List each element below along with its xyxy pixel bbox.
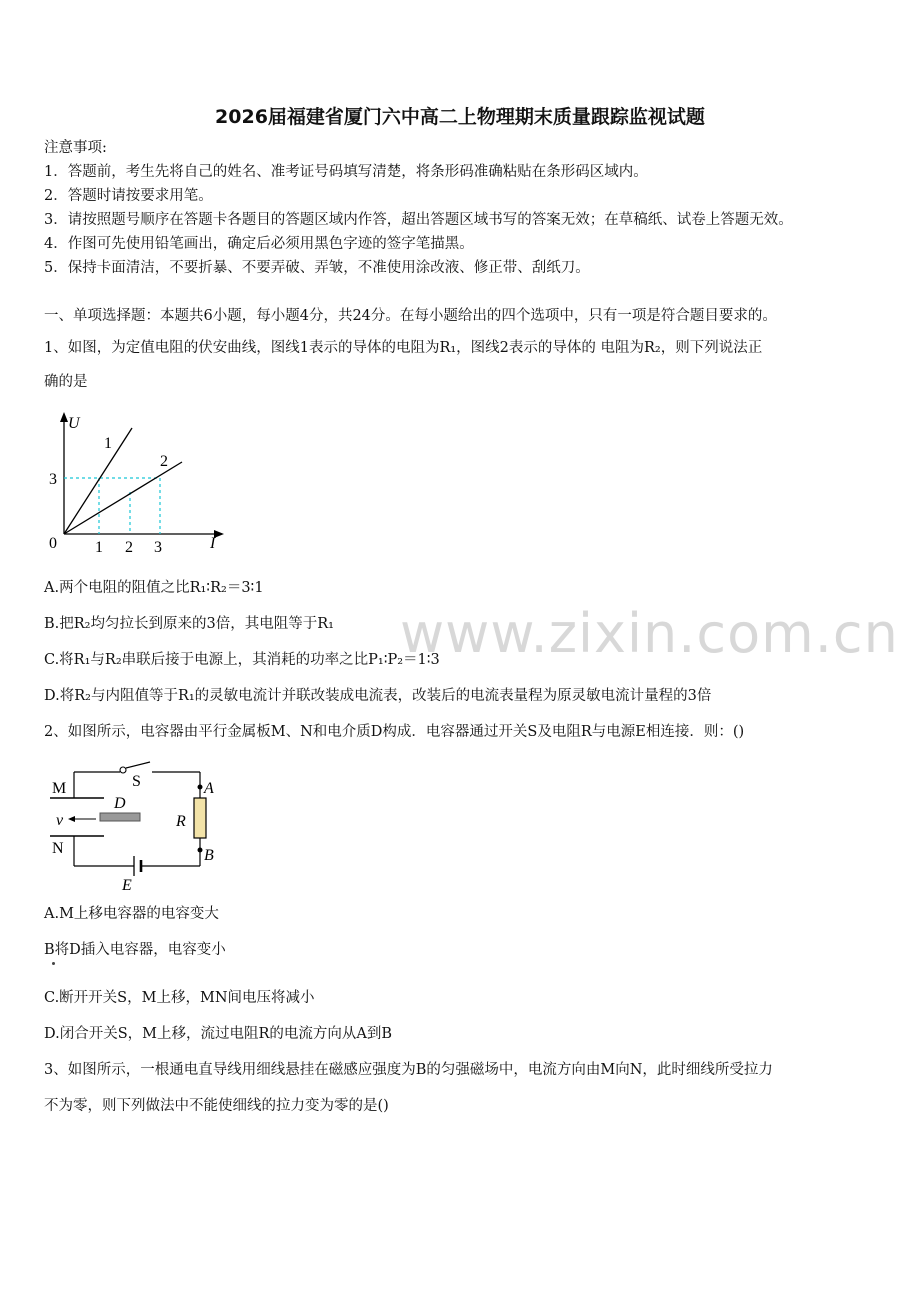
x-tick-2: 2 [125,539,133,556]
resistor-r [194,798,206,838]
label-v: v [56,812,64,829]
line-2 [64,462,182,534]
q1-option-c: C.将R₁与R₂串联后接于电源上，其消耗的功率之比P₁∶P₂＝1∶3 [44,652,440,668]
watermark: www.zixin.com.cn [400,602,899,665]
x-axis-arrow [214,530,224,538]
label-n: N [52,840,64,857]
node-b [198,848,203,853]
q2-option-d: D.闭合开关S，M上移，流过电阻R的电流方向从A到B [44,1026,393,1042]
notice-heading: 注意事项: [44,140,107,156]
label-m: M [52,780,67,797]
node-a [198,785,203,790]
line-1-label: 1 [104,435,112,452]
y-axis-arrow [60,412,68,422]
switch-pivot [120,767,126,773]
stray-dot [52,962,55,965]
q1-option-a: A.两个电阻的阻值之比R₁∶R₂＝3∶1 [44,580,264,596]
y-axis-label: U [68,415,80,432]
q1-iv-graph [44,408,234,558]
dielectric-d [100,813,140,821]
label-e: E [122,877,132,894]
notice-item-5: 5．保持卡面清洁，不要折暴、不要弄破、弄皱，不准使用涂改液、修正带、刮纸刀。 [44,260,590,276]
page-title: 2026届福建省厦门六中高二上物理期末质量跟踪监视试题 [215,106,705,128]
notice-item-3: 3．请按照题号顺序在答题卡各题目的答题区域内作答，超出答题区域书写的答案无效；在草稿纸、试卷上答题无效。 [44,212,793,228]
q1-option-d: D.将R₂与内阻值等于R₁的灵敏电流计并联改装成电流表，改装后的电流表量程为原灵敏电流计量程的3倍 [44,688,712,704]
notice-item-1: 1．答题前，考生先将自己的姓名、准考证号码填写清楚，将条形码准确粘贴在条形码区域内。 [44,164,648,180]
line-1 [64,428,132,534]
x-tick-1: 1 [95,539,103,556]
origin-label: 0 [49,535,57,552]
q2-option-c: C.断开开关S，M上移，MN间电压将减小 [44,990,315,1006]
label-d: D [114,795,126,812]
label-s: S [132,773,141,790]
q3-stem-line2: 不为零，则下列做法中不能使细线的拉力变为零的是() [44,1098,389,1114]
line-2-label: 2 [160,453,168,470]
notice-item-4: 4．作图可先使用铅笔画出，确定后必须用黑色字迹的签字笔描黑。 [44,236,474,252]
y-tick-3: 3 [49,471,57,488]
q1-option-b: B.把R₂均匀拉长到原来的3倍，其电阻等于R₁ [44,616,334,632]
label-r: R [176,813,186,830]
section-heading: 一、单项选择题：本题共6小题，每小题4分，共24分。在每小题给出的四个选项中，只有一项是符合题目要求的。 [44,308,777,324]
q1-stem-line2: 确的是 [44,374,88,390]
q2-circuit-diagram [44,756,234,894]
q2-option-a: A.M上移电容器的电容变大 [44,906,219,922]
switch-blade [126,762,150,768]
q1-stem-line1: 1、如图，为定值电阻的伏安曲线，图线1表示的导体的电阻为R₁，图线2表示的导体的 电阻为R₂，则下列说法正 [44,340,763,356]
x-tick-3: 3 [154,539,162,556]
q2-stem: 2、如图所示，电容器由平行金属板M、N和电介质D构成．电容器通过开关S及电阻R与电源E相连接．则：() [44,724,745,740]
q2-option-b: B将D插入电容器，电容变小 [44,942,226,958]
label-a: A [204,780,214,797]
velocity-arrowhead [68,816,75,822]
q3-stem-line1: 3、如图所示，一根通电直导线用细线悬挂在磁感应强度为B的匀强磁场中，电流方向由M向N，此时细线所受拉力 [44,1062,773,1078]
notice-item-2: 2．答题时请按要求用笔。 [44,188,213,204]
x-axis-label: I [210,535,216,552]
label-b: B [204,847,214,864]
